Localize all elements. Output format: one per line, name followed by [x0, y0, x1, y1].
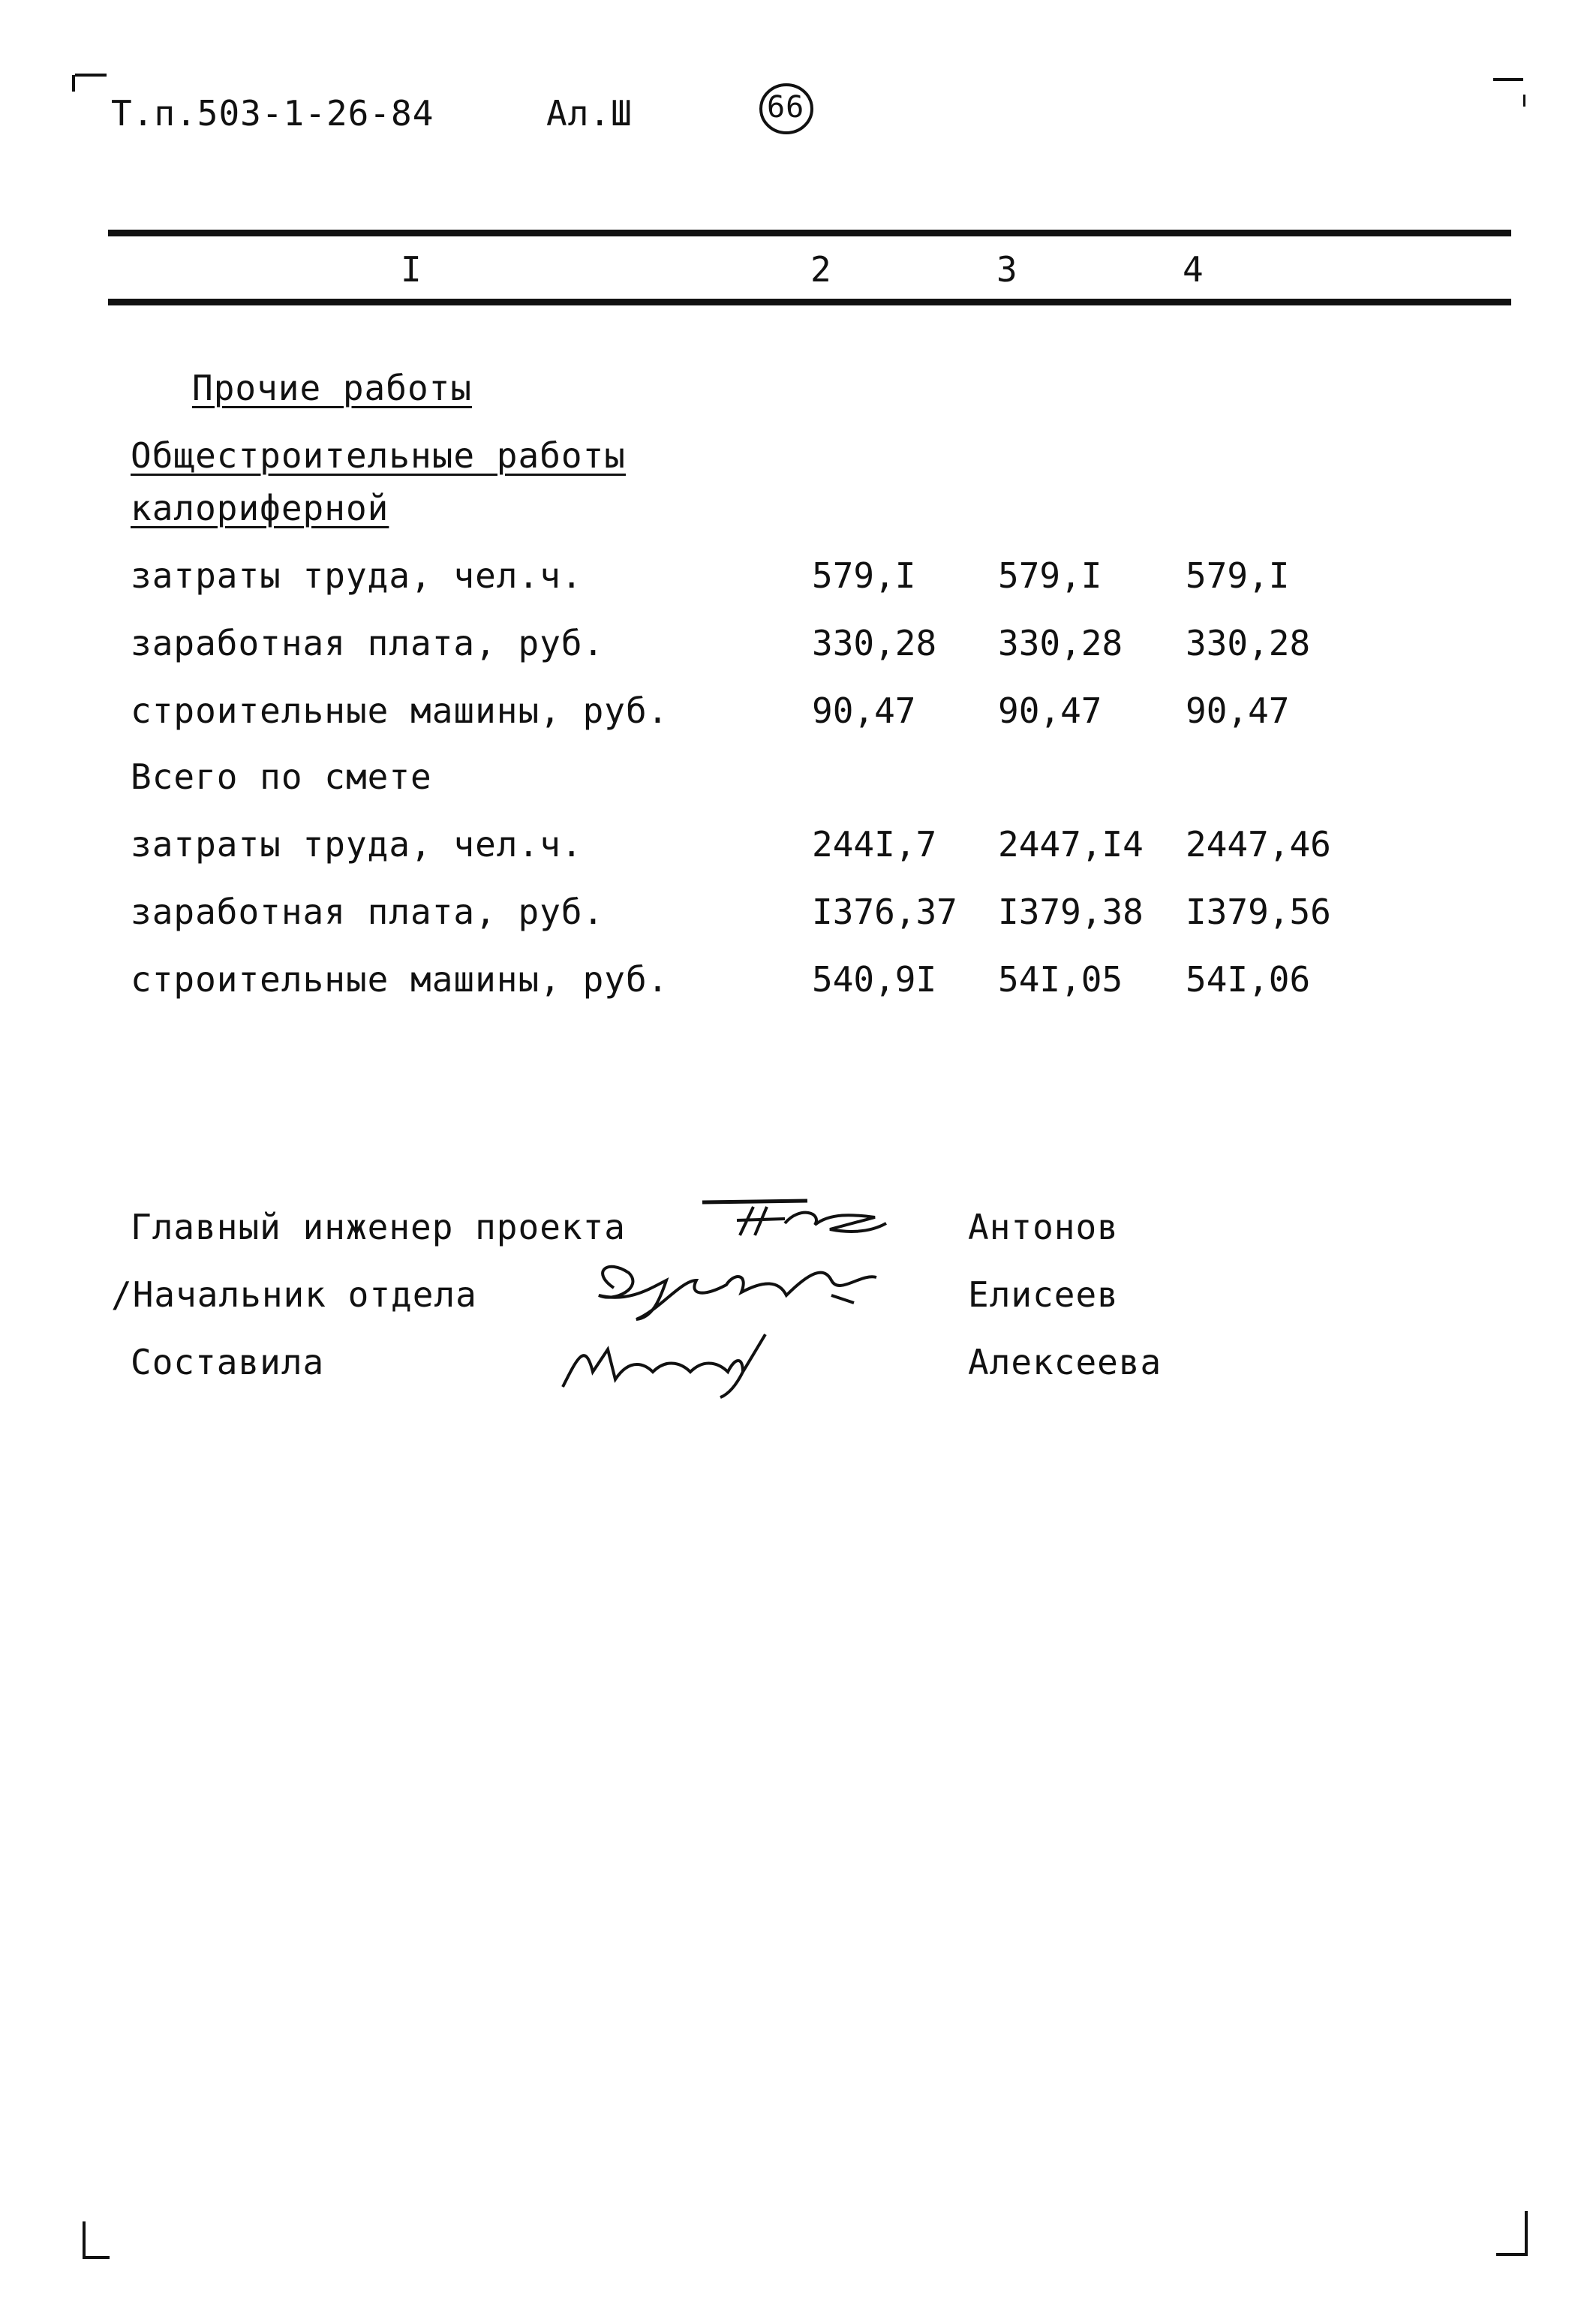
row-value-col4: 579,I	[1186, 555, 1290, 596]
signature-role: Главный инженер проекта	[131, 1207, 626, 1247]
row-value-col2: 90,47	[812, 690, 916, 731]
row-value-col3: 90,47	[998, 690, 1102, 731]
total-value-col3: 54I,05	[998, 959, 1123, 1000]
corner-mark-bottom-right	[1525, 2211, 1528, 2254]
row-value-col3: 579,I	[998, 555, 1102, 596]
signature-mark	[695, 1190, 897, 1247]
total-value-col2: I376,37	[812, 892, 957, 932]
row-value-col4: 330,28	[1186, 623, 1311, 663]
signature-mark	[555, 1327, 773, 1399]
signature-role: /Начальник отдела	[111, 1274, 477, 1315]
column-header-1: I	[401, 249, 422, 290]
section-subtitle-line1: Общестроительные работы	[131, 435, 626, 476]
total-value-col2: 244I,7	[812, 824, 937, 865]
row-value-col2: 330,28	[812, 623, 937, 663]
total-title: Всего по смете	[131, 756, 432, 797]
corner-mark-top-left	[72, 75, 75, 92]
signature-name: Антонов	[968, 1207, 1119, 1247]
corner-mark-bottom-left	[83, 2221, 86, 2259]
column-header-2: 2	[810, 249, 832, 290]
column-header-3: 3	[996, 249, 1018, 290]
column-header-4: 4	[1183, 249, 1204, 290]
total-row-label: заработная плата, руб.	[131, 892, 605, 932]
signature-scribble	[584, 1250, 884, 1322]
page-number: 66	[767, 90, 805, 125]
signature-scribble	[555, 1327, 773, 1399]
total-row-label: строительные машины, руб.	[131, 959, 669, 1000]
document-code	[111, 93, 434, 134]
total-row-label: затраты труда, чел.ч.	[131, 824, 583, 865]
page-number-badge	[758, 83, 815, 135]
total-value-col3: 2447,I4	[998, 824, 1144, 865]
document-code-text: Т.п.503-1-26-84	[111, 93, 434, 134]
total-value-col4: 54I,06	[1186, 959, 1311, 1000]
signature-name: Алексеева	[968, 1342, 1162, 1382]
album-label: Ал.Ш	[546, 93, 633, 134]
row-value-col4: 90,47	[1186, 690, 1290, 731]
signature-scribble	[695, 1190, 897, 1247]
row-value-col2: 579,I	[812, 555, 916, 596]
row-label: строительные машины, руб.	[131, 690, 669, 731]
signature-mark	[584, 1250, 884, 1322]
total-value-col4: 2447,46	[1186, 824, 1331, 865]
total-value-col3: I379,38	[998, 892, 1144, 932]
corner-mark-top-right-v	[1523, 95, 1525, 107]
corner-mark-bottom-left-h	[83, 2256, 110, 2259]
row-label: затраты труда, чел.ч.	[131, 555, 583, 596]
total-value-col2: 540,9I	[812, 959, 937, 1000]
signature-role: Составила	[131, 1342, 325, 1382]
corner-mark-bottom-right-h	[1496, 2253, 1528, 2256]
total-value-col4: I379,56	[1186, 892, 1331, 932]
row-value-col3: 330,28	[998, 623, 1123, 663]
table-bottom-rule	[108, 299, 1511, 305]
signature-name: Елисеев	[968, 1274, 1119, 1315]
table-top-rule	[108, 230, 1511, 236]
corner-mark-top-right	[1493, 78, 1523, 81]
row-label: заработная плата, руб.	[131, 623, 605, 663]
section-title: Прочие работы	[192, 368, 473, 408]
section-subtitle-line2: калориферной	[131, 488, 389, 528]
corner-mark-top-left-h	[75, 74, 107, 77]
